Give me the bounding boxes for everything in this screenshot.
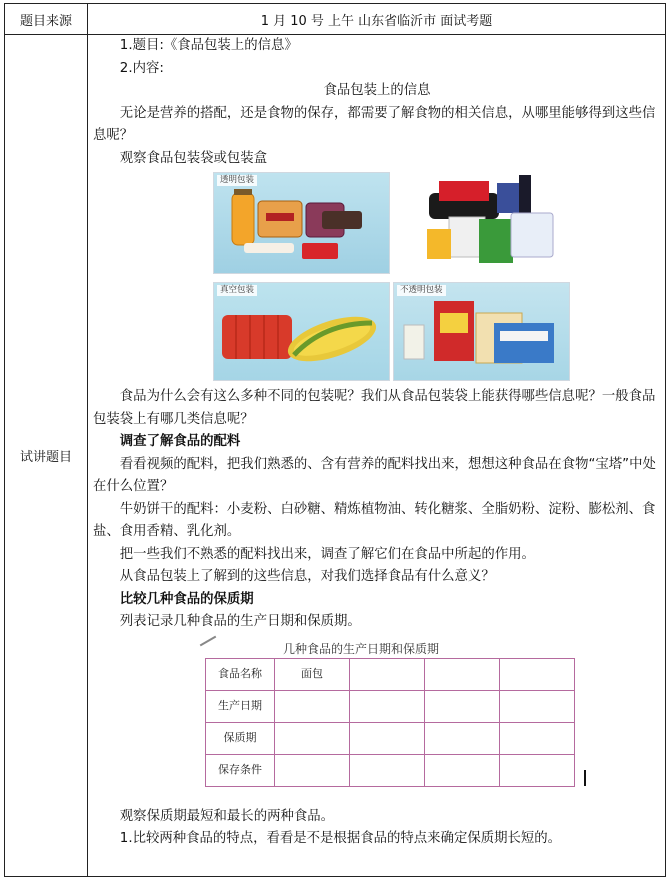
table-row [206,690,575,722]
content-line: 2.内容: [119,60,164,76]
transparent-packaging-illustration [214,173,389,273]
table-row [206,722,575,754]
table-cell [275,754,350,786]
photo-tag: 真空包装 [217,285,257,296]
paragraph-10: 1.比较两种食品的特点，看看是不是根据食品的特点来确定保质期长短的。 [119,831,562,846]
section-heading-shelf-life: 比较几种食品的保质期 [119,591,254,607]
paragraph-2: 观察食品包装袋或包装盒 [119,150,268,166]
text-cursor [584,770,586,786]
table-cell [425,658,500,690]
side-label: 试讲题目 [19,450,72,465]
lesson-heading: 食品包装上的信息 [323,83,431,98]
table-cell [425,754,500,786]
table-cell [500,690,575,722]
food-photo-transparent-packaging [213,172,390,274]
table-cell: 保存条件 [206,754,275,786]
table-cell: 生产日期 [206,690,275,722]
shelf-life-table [205,658,575,787]
packaging-photos [93,172,661,384]
table-row [206,754,575,786]
paragraph-8: 列表记录几种食品的生产日期和保质期。 [119,614,361,629]
paragraph-5: 牛奶饼干的配料：小麦粉、白砂糖、精炼植物油、转化糖浆、全脂奶粉、淀粉、膨松剂、食盐、食用香精、乳化剂。 [93,501,656,539]
assorted-packaging-illustration [419,173,569,273]
food-photo-vacuum-packaging [213,282,390,381]
table-cell [500,658,575,690]
photo-tag: 透明包装 [217,175,257,186]
table-cell: 食品名称 [206,658,275,690]
topic-line: 1.题目:《食品包装上的信息》 [119,38,298,53]
table-cell [350,754,425,786]
table-cell [275,722,350,754]
section-heading-ingredients: 调查了解食品的配料 [119,434,241,449]
opaque-packaging-illustration [394,283,569,380]
source-value: 1 月 10 号 上午 山东省临沂市 面试考题 [260,13,493,29]
table-cell [275,690,350,722]
table-cell [500,754,575,786]
shelf-life-table-block [93,638,661,806]
table-cell [425,690,500,722]
paragraph-9: 观察保质期最短和最长的两种食品。 [119,808,335,824]
pencil-icon [200,635,217,646]
table-row [206,658,575,690]
food-photo-opaque-packaging [393,282,570,381]
header-row [5,4,665,35]
food-photo-assorted-packaging [418,172,570,274]
table-cell: 面包 [275,658,350,690]
table-cell: 保质期 [206,722,275,754]
content-area [93,35,661,851]
vacuum-packaging-illustration [214,283,389,380]
table-cell [350,658,425,690]
paragraph-7: 从食品包装上了解到的这些信息，对我们选择食品有什么意义？ [119,569,495,584]
photo-tag: 不透明包装 [397,285,446,296]
paragraph-4: 看看视频的配料，把我们熟悉的、含有营养的配料找出来，想想这种食品在食物“宝塔”中处在什么位置？ [93,456,656,494]
table-cell [500,722,575,754]
paragraph-6: 把一些我们不熟悉的配料找出来，调查了解它们在食品中所起的作用。 [119,546,535,562]
paragraph-1: 无论是营养的搭配，还是食物的保存，都需要了解食物的相关信息，从哪里能够得到这些信息呢？ [93,105,656,143]
table-cell [350,690,425,722]
table-cell [350,722,425,754]
table-cell [425,722,500,754]
paragraph-3: 食品为什么会有这么多种不同的包装呢？我们从食品包装袋上能获得哪些信息呢？一般食品包装袋上有哪几类信息呢？ [93,389,656,427]
table-title: 几种食品的生产日期和保质期 [283,641,440,656]
column-divider [87,4,88,876]
source-label: 题目来源 [19,13,72,29]
document-table [4,3,666,877]
